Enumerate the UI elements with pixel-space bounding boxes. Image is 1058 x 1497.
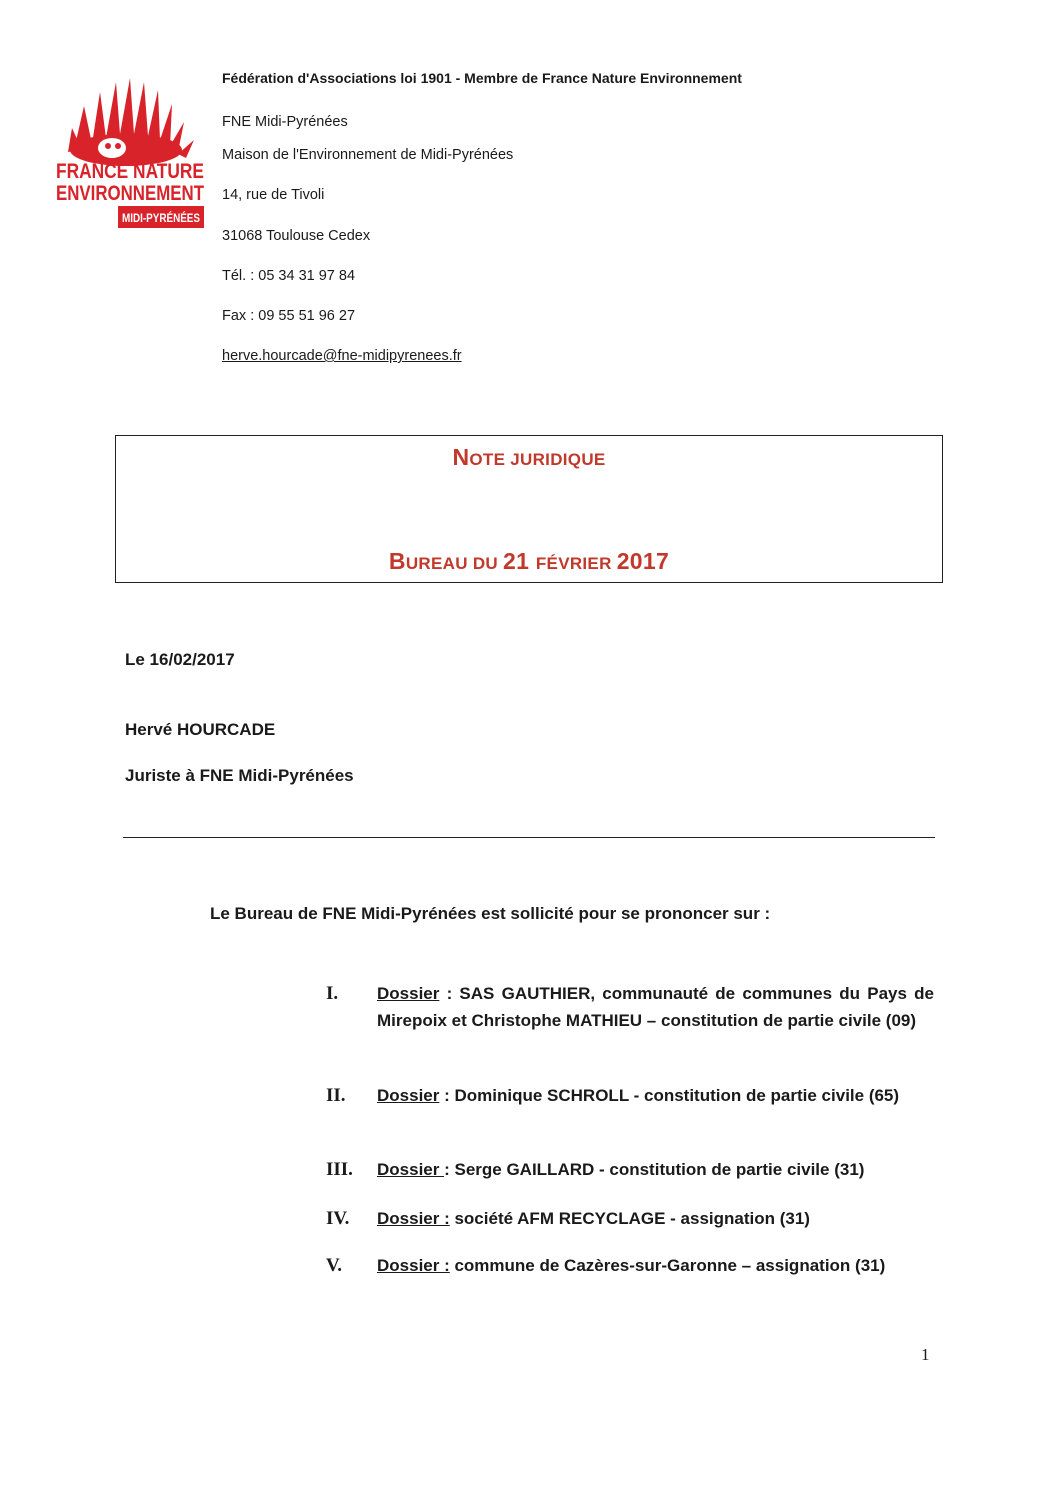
divider xyxy=(123,837,935,838)
item-label: Dossier xyxy=(377,1160,445,1179)
org-name: FNE Midi-Pyrénées xyxy=(222,114,348,130)
item-text xyxy=(377,1205,934,1232)
author-role: Juriste à FNE Midi-Pyrénées xyxy=(125,766,354,785)
item-label: Dossier xyxy=(377,984,440,1003)
note-title-cap: N xyxy=(452,444,470,470)
item-label: Dossier : xyxy=(377,1256,450,1275)
item-label: Dossier xyxy=(377,1086,440,1105)
bureau-title-year: 2017 xyxy=(616,548,670,574)
document-date: Le 16/02/2017 xyxy=(125,650,235,669)
item-number: V. xyxy=(326,1255,343,1276)
item-text xyxy=(377,1082,934,1109)
logo-line1: FRANCE NATURE xyxy=(56,160,204,183)
bureau-title-rest: UREAU DU xyxy=(405,554,503,573)
item-number: II. xyxy=(326,1085,346,1106)
item-text xyxy=(377,980,934,1034)
fne-logo xyxy=(54,78,217,238)
telephone: Tél. : 05 34 31 97 84 xyxy=(222,268,356,284)
page-number: 1 xyxy=(921,1345,930,1364)
title-box xyxy=(115,435,943,583)
email-link[interactable]: herve.hourcade@fne-midipyrenees.fr xyxy=(222,348,462,364)
logo-line2: ENVIRONNEMENT xyxy=(56,182,205,205)
bureau-title-day: 21 xyxy=(503,548,536,574)
house-name: Maison de l'Environnement de Midi-Pyrénées xyxy=(222,147,514,163)
item-label: Dossier : xyxy=(377,1209,450,1228)
bureau-title-cap: B xyxy=(388,548,406,574)
intro-text: Le Bureau de FNE Midi-Pyrénées est sollicité pour se prononcer sur : xyxy=(210,904,771,923)
item-number: IV. xyxy=(326,1208,350,1229)
city-address: 31068 Toulouse Cedex xyxy=(222,228,371,244)
item-number: III. xyxy=(326,1159,353,1180)
logo-badge: MIDI-PYRÉNÉES xyxy=(122,211,217,225)
author-name: Hervé HOURCADE xyxy=(125,720,276,739)
fax: Fax : 09 55 51 96 27 xyxy=(222,308,356,324)
item-description: : Serge GAILLARD - constitution de partie civile (31) xyxy=(444,1160,865,1179)
bureau-title-month: FÉVRIER xyxy=(535,554,617,573)
item-text xyxy=(377,1252,934,1279)
note-title xyxy=(116,444,942,471)
item-text xyxy=(377,1156,934,1183)
street-address: 14, rue de Tivoli xyxy=(222,187,325,203)
item-description: commune de Cazères-sur-Garonne – assignation (31) xyxy=(449,1256,886,1275)
item-description: société AFM RECYCLAGE - assignation (31) xyxy=(449,1209,810,1228)
bureau-title xyxy=(116,548,942,575)
federation-line: Fédération d'Associations loi 1901 - Membre de France Nature Environnement xyxy=(222,70,742,86)
item-description: : Dominique SCHROLL - constitution de partie civile (65) xyxy=(439,1086,900,1105)
hedgehog-logo-icon xyxy=(54,78,217,238)
item-number: I. xyxy=(326,983,339,1004)
item-description: : SAS GAUTHIER, communauté de communes du Pays de Mirepoix et Christophe MATHIEU – constitution de partie civile (09) xyxy=(377,984,934,1030)
note-title-rest: OTE JURIDIQUE xyxy=(469,450,606,469)
